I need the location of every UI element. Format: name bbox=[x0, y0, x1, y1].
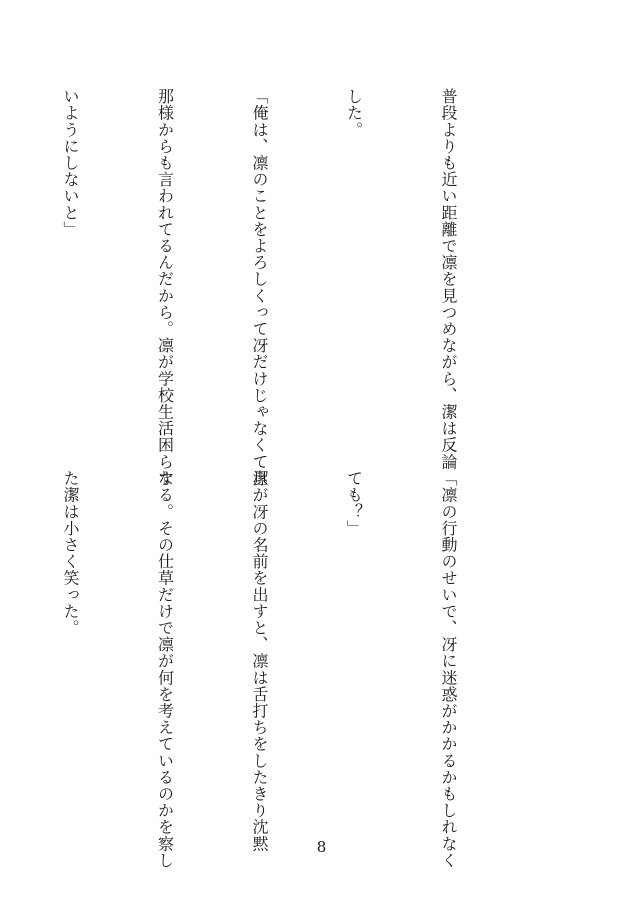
text-line: 普段よりも近い距離で凛を見つめながら、潔は反論 bbox=[439, 88, 458, 470]
text-line: た潔は小さく笑った。 bbox=[61, 470, 80, 636]
page-number: 8 bbox=[316, 838, 327, 856]
text-line: 那様からも言われてるんだから。凛が学校生活困らな bbox=[155, 88, 175, 487]
text-line: いようにしないと」 bbox=[61, 88, 80, 238]
text-line: ても？」 bbox=[344, 470, 364, 537]
text-line: する。その仕草だけで凛が何を考えているのかを察し bbox=[155, 470, 175, 869]
text-line: 潔が冴の名前を出すと、凛は舌打ちをしたきり沈黙 bbox=[250, 470, 269, 852]
text-line: した。 bbox=[344, 88, 364, 138]
lower-text-block bbox=[0, 470, 527, 869]
text-line: 「俺は、凛のことをよろしくって冴だけじゃなくて旦 bbox=[250, 88, 269, 487]
text-line: 「凛の行動のせいで、冴に迷惑がかかるかもしれなく bbox=[439, 470, 458, 869]
upper-text-block bbox=[0, 88, 527, 487]
